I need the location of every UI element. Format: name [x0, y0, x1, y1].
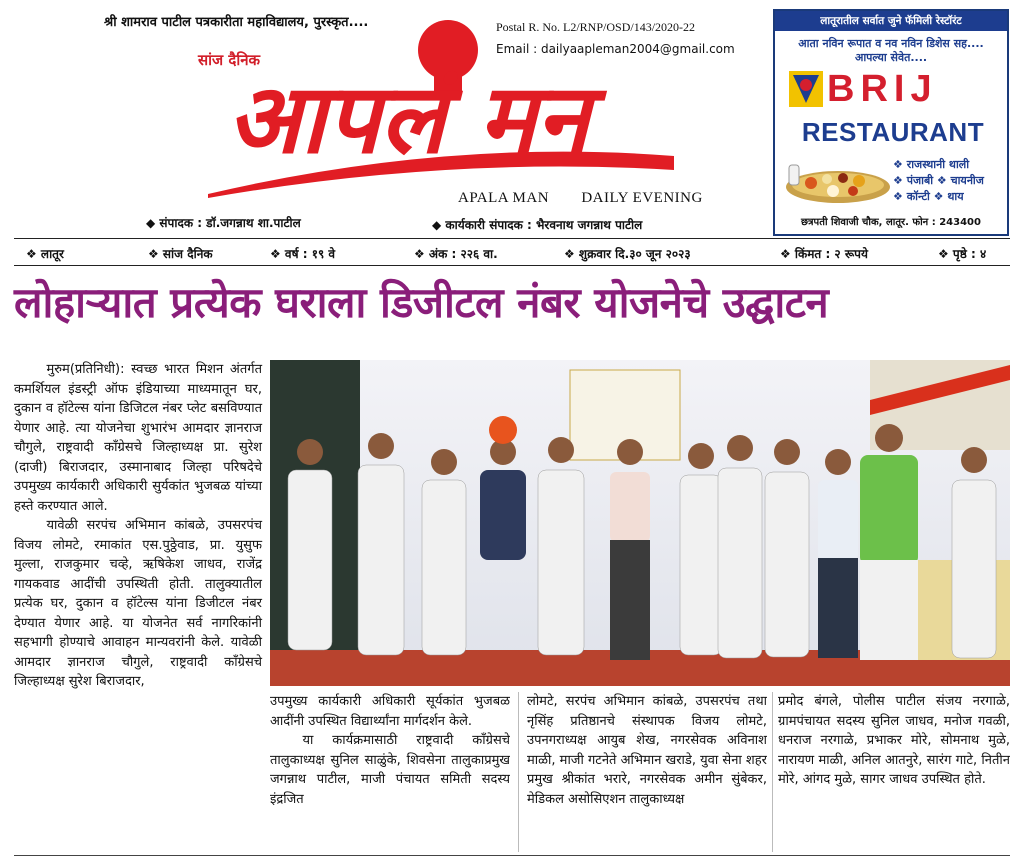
article-headline: लोहाऱ्यात प्रत्येक घराला डिजीटल नंबर योजनेचे उद्घाटन [14, 278, 829, 327]
masthead [0, 0, 1020, 238]
article-column-2 [527, 692, 767, 852]
dateline-issue: ❖ अंक : २२६ वा. [414, 247, 498, 261]
editor-credit: ◆ संपादक : डॉ.जगन्नाथ शा.पाटील [146, 216, 301, 230]
postal-registration: Postal R. No. L2/RNP/OSD/143/2020-22 [496, 20, 696, 34]
article-paragraph: उपमुख्य कार्यकारी अधिकारी सूर्यकांत भुजबळ आदींनी उपस्थित विद्यार्थ्यांना मार्गदर्शन केले. [270, 694, 510, 729]
english-title [458, 190, 731, 207]
email-address: Email : dailyaapleman2004@gmail.com [496, 42, 735, 56]
dateline-city: ❖ लातूर [26, 247, 64, 261]
restaurant-ad [773, 9, 1009, 236]
event-photo [270, 360, 1010, 686]
english-name: APALA MAN [458, 190, 550, 206]
article-column-1 [270, 692, 510, 852]
article-column-3 [778, 692, 1010, 852]
institute-line: श्री शामराव पाटील पत्रकारीता महाविद्यालय, पुरस्कृत.... [104, 15, 369, 30]
dateline [14, 238, 1010, 266]
ad-line-1: आता नविन रूपात व नव नविन डिशेस सह.... [798, 37, 984, 50]
column-divider [772, 692, 773, 852]
ad-restaurant: RESTAURANT [801, 117, 985, 147]
ad-address: छत्रपती शिवाजी चौक, लातूर. फोन : 243400 [801, 217, 981, 228]
newspaper-logo [118, 10, 708, 200]
article-paragraph: मुरुम(प्रतिनिधी): स्वच्छ भारत मिशन अंतर्गत कमर्शियल इंडस्ट्री ऑफ इंडियाच्या माध्यमातून घर, दुकान व हॉटेल्स यांना डिजिटल नंबर प्लेट बसविण्यात येणार आहे. त्या योजनेचा शुभारंभ आमदार ज्ञानराज चौगुले, राष्ट्रवादी काँग्रेसचे जिल्हाध्यक्ष प्रा. सुरेश (दाजी) बिराजदार, उस्मानाबाद जिल्हा परिषदेचे उपमुख्य कार्यकारी अधिकारी सुर्यकांत भुजबळ यांच्या हस्ते करण्यात आले. [14, 362, 262, 514]
dateline-price: ❖ किंमत : २ रूपये [780, 247, 868, 261]
dateline-edition: ❖ सांज दैनिक [148, 247, 213, 261]
masthead-title: आपलं मन [227, 63, 589, 175]
edition-tag: सांज दैनिक [198, 51, 261, 69]
article-paragraph: लोमटे, सरपंच अभिमान कांबळे, उपसरपंच तथा नृसिंह प्रतिष्ठानचे संस्थापक विजय लोमटे, उपनगराध्यक्ष आयुब शेख, नगरसेवक अविनाश माळी, माजी गटनेते अभिमान खराडे, युवा सेना शहर प्रमुख श्रीकांत भरारे, नगरसेवक अमीन सुंबेकर, मेडिकल असोसिएशन तालुकाध्यक्ष [527, 694, 767, 807]
article-left-column [14, 360, 262, 692]
bottom-rule [14, 855, 1010, 856]
ad-line-2: आपल्या सेवेत.... [854, 51, 928, 64]
column-divider [518, 692, 519, 852]
article-paragraph: यावेळी सरपंच अभिमान कांबळे, उपसरपंच विजय लोमटे, रमाकांत एस.पुठ्ठेवाड, प्रा. युसुफ मुल्ला, राजकुमार चव्हे, ऋषिकेश जाधव, राजेंद्र गायकवाड आदींची उपस्थिती होती. तालुक्यातील प्रत्येक घर, दुकान व हॉटेल्स यांना डिजीटल नंबर देण्यात येणार आहे. या योजनेत सर्व नागरिकांनी सहभागी होण्याचे आवाहन मान्यवरांनी केले. यावेळी आमदार ज्ञानराज चौगुले, राष्ट्रवादी काँग्रेसचे जिल्हाध्यक्ष सुरेश बिराजदार, [14, 518, 262, 689]
dateline-year: ❖ वर्ष : १९ वे [270, 247, 336, 261]
ad-tagline: लातूरातील सर्वात जुने फॅमिली रेस्टॉरंट [775, 11, 1007, 31]
ad-cuisine-item: ❖ राजस्थानी थाली [893, 158, 970, 171]
ad-cuisine-item: ❖ पंजाबी ❖ चायनीज [893, 174, 984, 187]
ad-brand: BRIJ [827, 68, 938, 110]
thali-image-icon [783, 159, 893, 205]
english-edition: DAILY EVENING [581, 190, 703, 206]
dateline-pages: ❖ पृष्ठे : ४ [938, 247, 987, 261]
article-paragraph: या कार्यक्रमासाठी राष्ट्रवादी काँग्रेसचे तालुकाध्यक्ष सुनिल साळुंके, शिवसेना तालुकाप्रमुख जगन्नाथ पाटील, माजी पंचायत समिती सदस्य इंद्रजित [270, 733, 510, 807]
article-paragraph: प्रमोद बंगले, पोलीस पाटील संजय नरगाळे, ग्रामपंचायत सदस्य सुनिल जाधव, मनोज गवळी, धनराज नरगाळे, प्रभाकर मोरे, सोमनाथ मुळे, नारायण माळी, अनिल आतनुरे, सारंग गाटे, नितीन मोरे, आंगद मुळे, सागर जाधव उपस्थित होते. [778, 694, 1010, 787]
ad-cuisine-item: ❖ कॉन्टी ❖ थाय [893, 190, 964, 203]
executive-editor-credit: ◆ कार्यकारी संपादक : भैरवनाथ जगन्नाथ पाटील [432, 218, 643, 232]
brij-logo-icon [789, 71, 823, 107]
ad-cuisines [893, 157, 984, 205]
dateline-date: ❖ शुक्रवार दि.३० जून २०२३ [564, 247, 691, 261]
